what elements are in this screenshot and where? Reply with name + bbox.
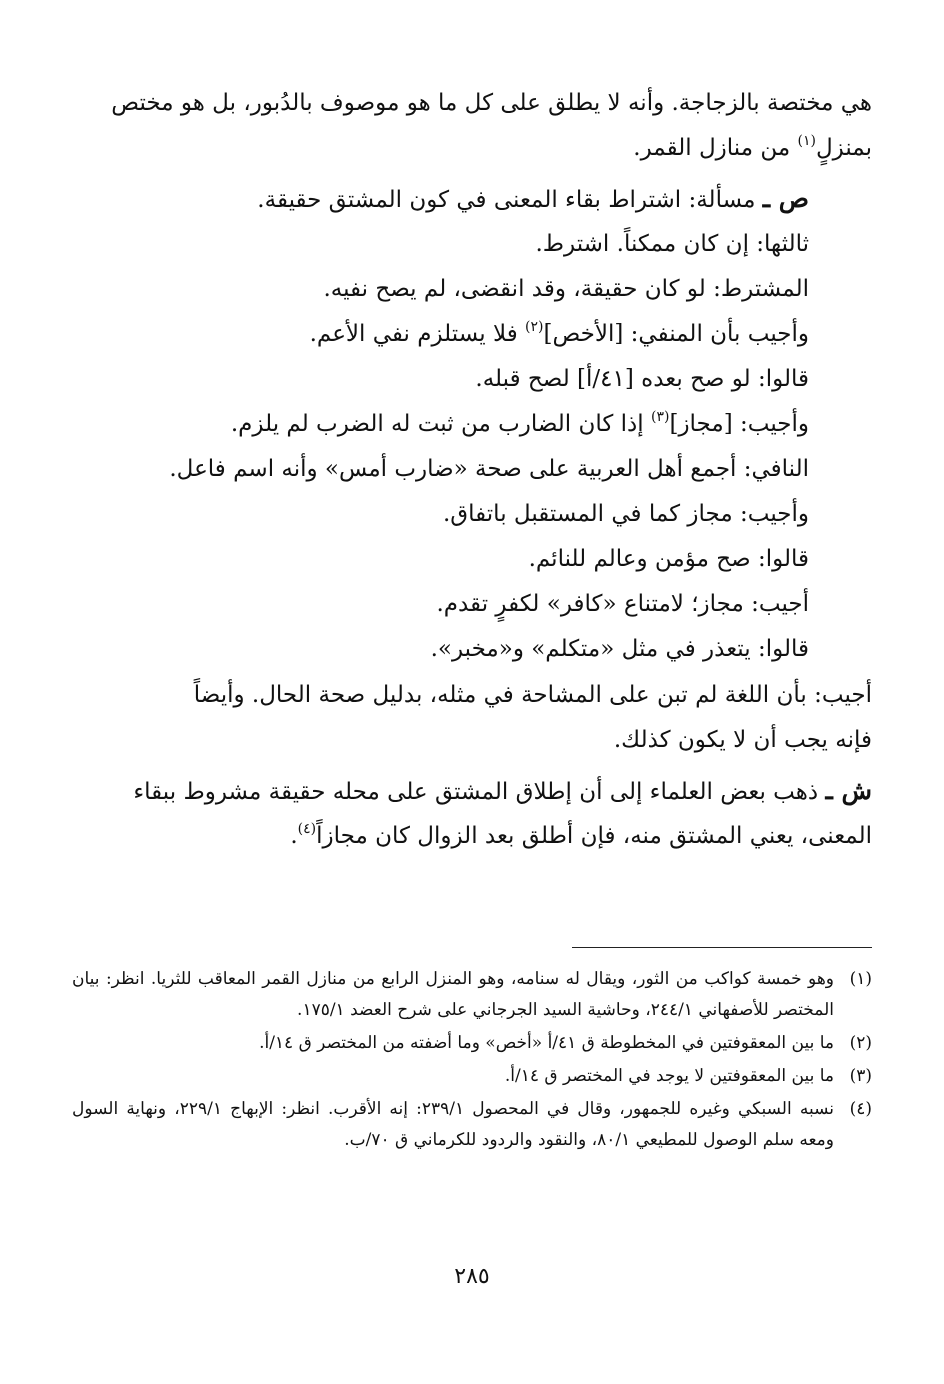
matn-line: النافي: أجمع أهل العربية على صحة «ضارب أمس» وأنه اسم فاعل.	[169, 456, 809, 482]
matn-line: أجيب: مجاز؛ لامتناع «كافر» لكفرٍ تقدم.	[436, 591, 809, 617]
sharh-paragraph	[72, 770, 872, 860]
footnote-ref-4: (٤)	[297, 821, 317, 837]
footnote-number: (١)	[849, 969, 872, 989]
footnote-number: (٢)	[849, 1033, 872, 1053]
footnote-ref-2: (٢)	[525, 319, 544, 335]
intro-line-1: هي مختصة بالزجاجة. وأنه لا يطلق على كل ما هو موصوف بالدُبور، بل هو مختص	[111, 90, 872, 116]
footnote-item	[72, 964, 872, 1026]
matn-line: ثالثها: إن كان ممكناً. اشترط.	[535, 231, 809, 257]
footnote-item	[72, 1094, 872, 1156]
footnote-item	[72, 1028, 872, 1059]
matn-line: وأجيب: [مجاز]$^{(٣)}$ إذا كان الضارب من ثبت له الضرب لم يلزم.	[230, 409, 809, 437]
section-marker-sheen: ش ـ	[825, 776, 872, 805]
section-marker-sad: ص ـ	[762, 184, 809, 213]
footnotes	[72, 964, 872, 1158]
matn-section	[69, 178, 809, 673]
intro-line-2: بمنزلٍ$^{(١)}$ من منازل القمر.	[633, 133, 872, 161]
footnote-number: (٤)	[849, 1099, 872, 1119]
footnote-text: ما بين المعقوفتين لا يوجد في المختصر ق ١٤/أ.	[504, 1066, 834, 1086]
matn-line: ص ـ مسألة: اشتراط بقاء المعنى في كون المشتق حقيقة.	[257, 184, 809, 213]
answer-line-2: فإنه يجب أن لا يكون كذلك.	[613, 727, 872, 753]
footnote-ref-1: (١)	[797, 133, 816, 149]
page-number: ٢٨٥	[454, 1264, 490, 1289]
matn-line: قالوا: لو صح بعده [٤١/أ] لصح قبله.	[475, 366, 809, 392]
matn-line: وأجيب: مجاز كما في المستقبل باتفاق.	[442, 501, 809, 527]
footnote-text: ما بين المعقوفتين في المخطوطة ق ٤١/أ «أخص» وما أضفته من المختصر ق ١٤/أ.	[259, 1033, 834, 1053]
matn-line: المشترط: لو كان حقيقة، وقد انقضى، لم يصح نفيه.	[323, 276, 809, 302]
footnote-item	[72, 1061, 872, 1092]
matn-line: وأجيب بأن المنفي: [الأخص]$^{(٢)}$ فلا يستلزم نفي الأعم.	[309, 319, 809, 347]
footnote-ref-3: (٣)	[651, 409, 670, 425]
answer-paragraph	[72, 674, 872, 764]
intro-paragraph	[72, 82, 872, 172]
footnote-number: (٣)	[849, 1066, 872, 1086]
sharh-line-2: المعنى، يعني المشتق منه، فإن أطلق بعد الزوال كان مجازاً$^{(٤)}$.	[290, 821, 872, 849]
footnote-text: نسبه السبكي وغيره للجمهور، وقال في المحصول ٢٣٩/١: إنه الأقرب. انظر: الإبهاج ٢٢٩/١، ونهاية السول ومعه سلم الوصول للمطيعي ٨٠/١، والنقود والردود للكرماني ق ٧٠/ب.	[72, 1099, 834, 1150]
matn-line: قالوا: يتعذر في مثل «متكلم» و«مخبر».	[430, 636, 809, 662]
sharh-line-1: ش ـ ذهب بعض العلماء إلى أن إطلاق المشتق على محله حقيقة مشروط ببقاء	[133, 776, 872, 805]
footnote-text: وهو خمسة كواكب من الثور، ويقال له سنامه، وهو المنزل الرابع من منازل القمر المعاقب للثريا. انظر: بيان المختصر للأصفهاني ٢٤٤/١، وحاشية السيد الجرجاني على شرح العضد ١٧٥/١.	[72, 969, 834, 1020]
answer-line-1: أجيب: بأن اللغة لم تبن على المشاحة في مثله، بدليل صحة الحال. وأيضاً	[193, 682, 872, 708]
footnote-separator	[572, 947, 872, 948]
matn-line: قالوا: صح مؤمن وعالم للنائم.	[528, 546, 809, 572]
